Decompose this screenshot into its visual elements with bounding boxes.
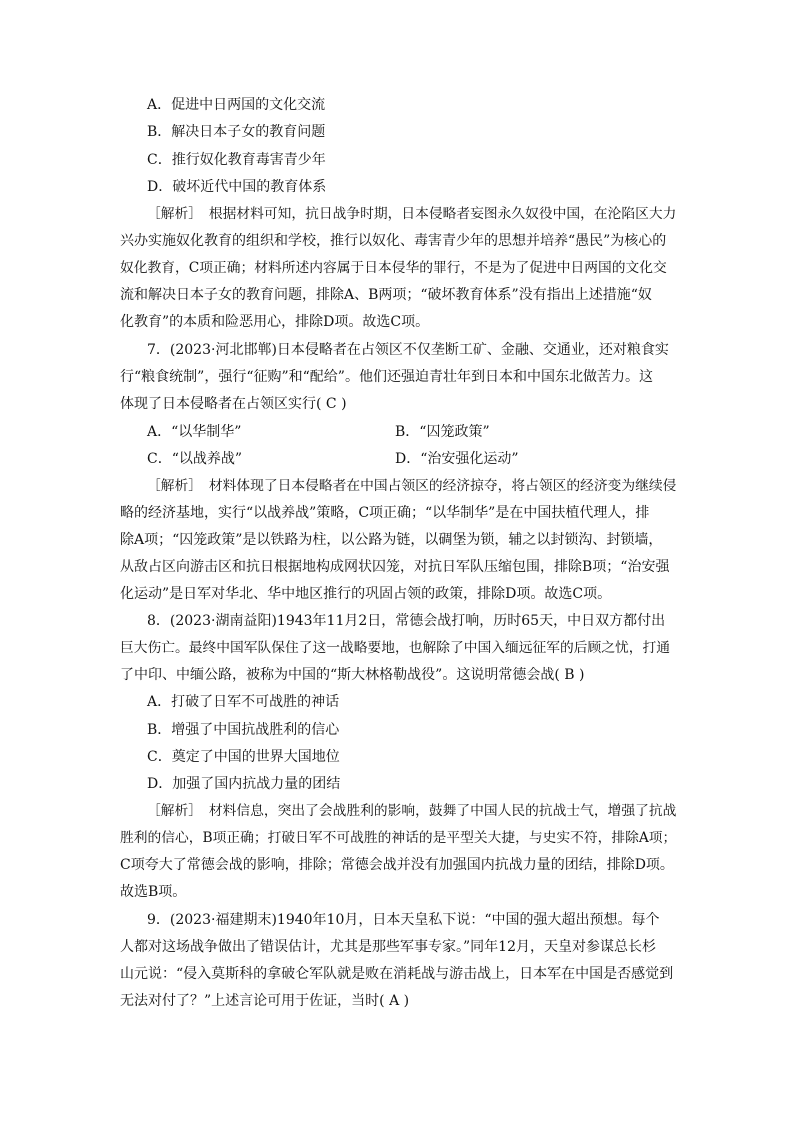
q8-analysis-line: 故选B项。 [120,884,187,900]
q7-analysis-line: 略的经济基地，实行“以战养战”策略，C项正确；“以华制华”是在中国扶植代理人，排 [120,505,650,521]
q7-option-b: B．“囚笼政策” [395,424,490,440]
q8-stem-line: 巨大伤亡。最终中国军队保住了这一战略要地，也解除了中国入缅远征军的后顾之忧，打通 [120,640,671,656]
q6-option-b: B．解决日本子女的教育问题 [147,124,326,140]
q9-stem-line: 9．(2023·福建期末)1940年10月，日本天皇私下说：“中国的强大超出预想。每个 [147,912,660,928]
q7-analysis-line: ［解析］ 材料体现了日本侵略者在中国占领区的经济掠夺，将占领区的经济变为继续侵 [147,478,677,494]
q8-analysis-line: ［解析］ 材料信息，突出了会战胜利的影响，鼓舞了中国人民的抗战士气，增强了抗战 [147,803,677,819]
q8-stem-line: 8．(2023·湖南益阳)1943年11月2日，常德会战打响，历时65天，中日双方都付出 [147,613,666,629]
q8-option-b: B．增强了中国抗战胜利的信心 [147,722,340,738]
q7-stem-line: 体现了日本侵略者在占领区实行( C ) [120,396,347,412]
q8-option-c: C．奠定了中国的世界大国地位 [147,749,340,765]
q8-analysis-line: C项夸大了常德会战的影响，排除；常德会战并没有加强国内抗战力量的团结，排除D项。 [120,857,674,873]
q6-option-c: C．推行奴化教育毒害青少年 [147,152,326,168]
q6-option-d: D．破坏近代中国的教育体系 [147,179,327,195]
q9-stem-line: 无法对付了？”上述言论可用于佐证，当时( A ) [120,993,410,1009]
q8-analysis-line: 胜利的信心，B项正确；打破日军不可战胜的神话的是平型关大捷，与史实不符，排除A项； [120,830,677,846]
q6-analysis-line: ［解析］ 根据材料可知，抗日战争时期，日本侵略者妄图永久奴役中国，在沦陷区大力 [147,206,677,222]
q8-option-a: A．打破了日军不可战胜的神话 [147,694,340,710]
q7-analysis-line: 化运动”是日军对华北、华中地区推行的巩固占领的政策，排除D项。故选C项。 [120,586,612,602]
q7-option-a: A．“以华制华” [147,424,242,440]
q6-analysis-line: 流和解决日本子女的教育问题，排除A、B两项；“破坏教育体系”没有指出上述措施“奴 [120,287,652,303]
q9-stem-line: 人都对这场战争做出了错误估计，尤其是那些军事专家。”同年12月，天皇对参谋总长杉 [120,939,656,955]
q6-option-a: A．促进中日两国的文化交流 [147,97,326,113]
q9-stem-line: 山元说：“侵入莫斯科的拿破仑军队就是败在消耗战与游击战上，日本军在中国是否感觉到 [120,966,674,982]
q7-stem-line: 7．(2023·河北邯郸)日本侵略者在占领区不仅垄断工矿、金融、交通业，还对粮食实 [147,342,669,358]
q6-analysis-line: 化教育”的本质和险恶用心，排除D项。故选C项。 [120,314,430,330]
q6-analysis-line: 奴化教育，C项正确；材料所述内容属于日本侵华的罪行，不是为了促进中日两国的文化交 [120,260,667,276]
q6-analysis-line: 兴办实施奴化教育的组织和学校，推行以奴化、毒害青少年的思想并培养“愚民”为核心的 [120,233,667,249]
q8-stem-line: 了中印、中缅公路，被称为中国的“斯大林格勒战役”。这说明常德会战( B ) [120,667,585,683]
q7-option-d: D．“治安强化运动” [395,451,519,467]
q7-option-c: C．“以战养战” [147,451,243,467]
q7-analysis-line: 除A项；“囚笼政策”是以铁路为柱，以公路为链，以碉堡为锁，辅之以封锁沟、封锁墙， [120,532,663,548]
q7-stem-line: 行“粮食统制”，强行“征购”和“配给”。他们还强迫青壮年到日本和中国东北做苦力。这 [120,369,653,385]
q8-option-d: D．加强了国内抗战力量的团结 [147,776,341,792]
q7-analysis-line: 从敌占区向游击区和抗日根据地构成网状囚笼，对抗日军队压缩包围，排除B项；“治安强 [120,559,670,575]
